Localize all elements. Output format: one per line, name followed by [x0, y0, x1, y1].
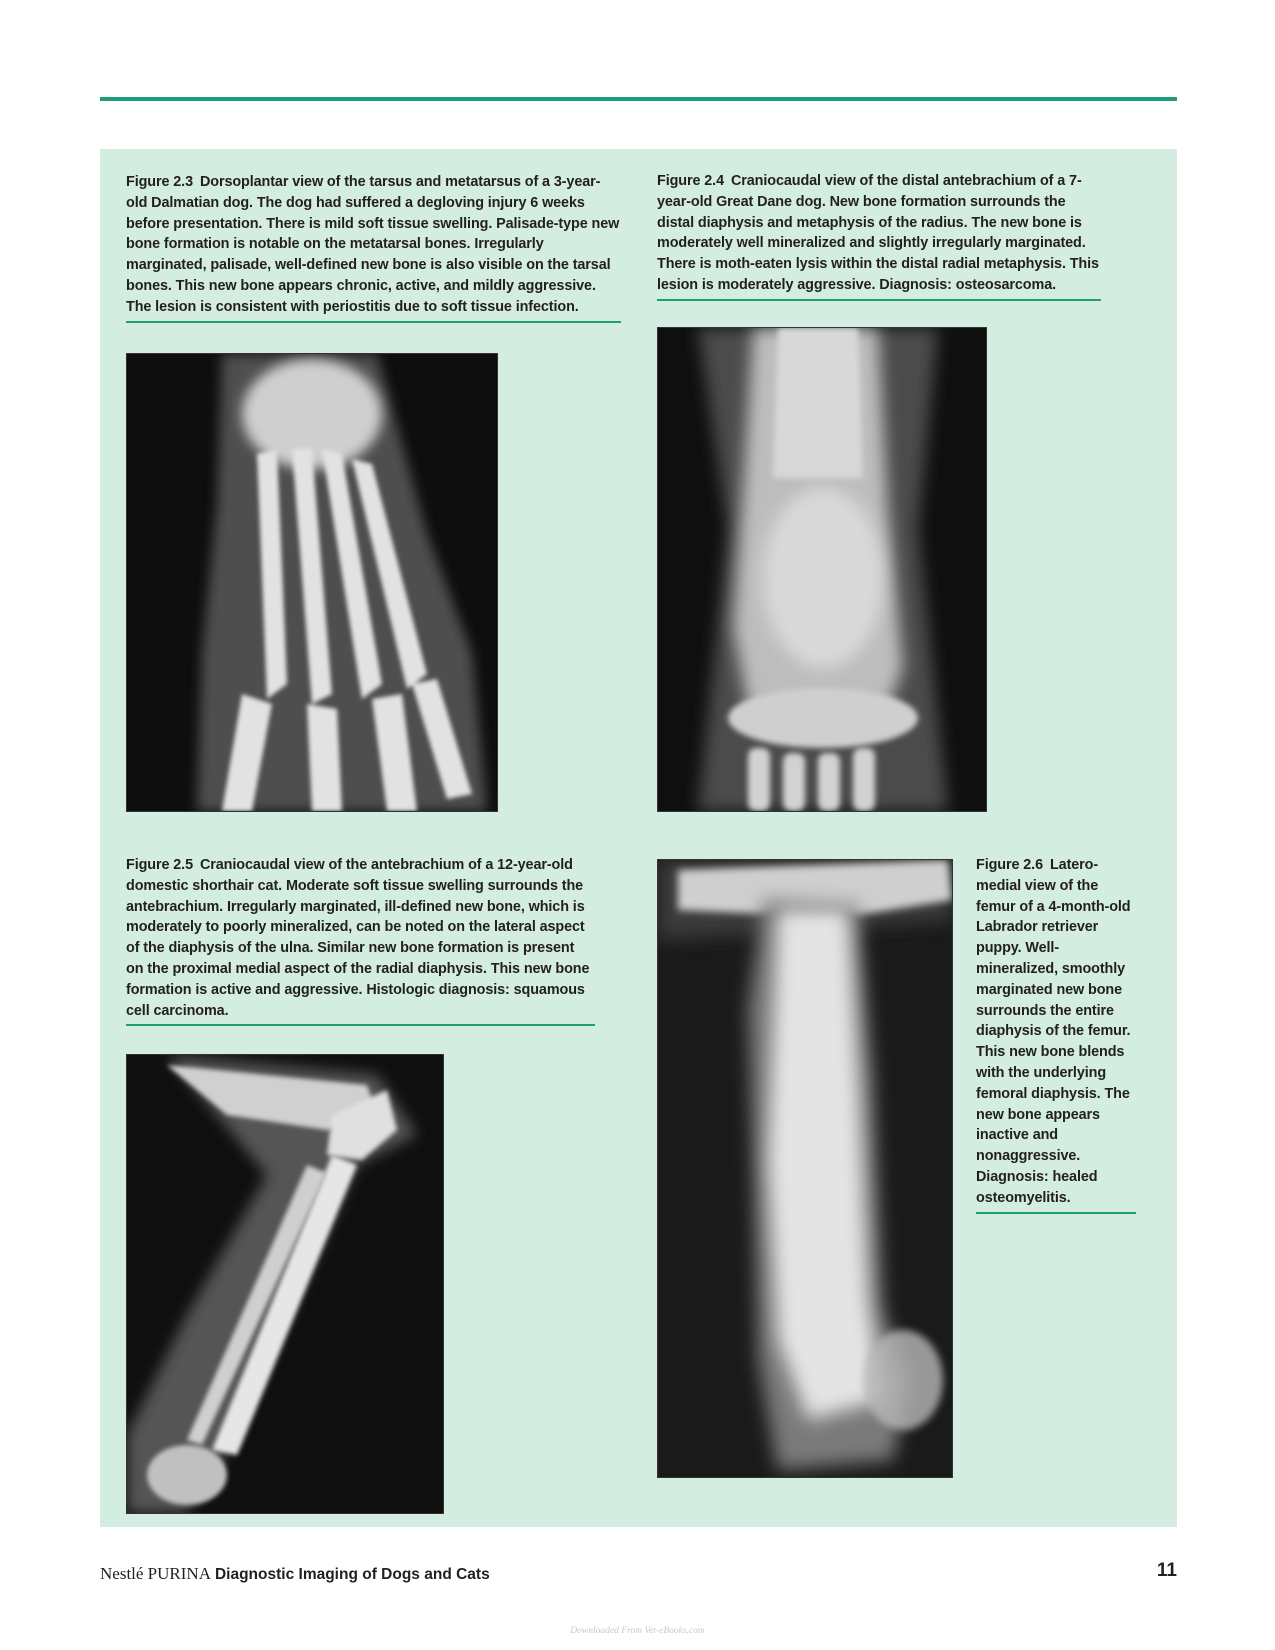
- download-watermark: Downloaded From Vet-eBooks.com: [570, 1626, 705, 1636]
- book-title: Diagnostic Imaging of Dogs and Cats: [214, 1566, 490, 1583]
- footer-book-credit: [100, 1564, 490, 1584]
- figure-2-4-caption: [657, 171, 1101, 301]
- figure-2-3-caption: [126, 172, 621, 323]
- figure-2-6-radiograph: [657, 859, 953, 1478]
- figure-2-4-text: Craniocaudal view of the distal antebrachium of a 7-year-old Great Dane dog. New bone formation surrounds the distal diaphysis and metaphysis of the radius. The new bone is moderately well mineralized and slightly irregularly marginated. There is moth-eaten lysis within the distal radial metaphysis. This lesion is moderately aggressive. Diagnosis: osteosarcoma.: [657, 173, 1099, 293]
- figure-2-4-radiograph: [657, 327, 987, 812]
- figure-2-3-text: Dorsoplantar view of the tarsus and metatarsus of a 3-year-old Dalmatian dog. The dog had suffered a degloving injury 6 weeks before presentation. There is mild soft tissue swelling. Palisade-type new bone formation is notable on the metatarsal bones. Irregularly marginated, palisade, well-defined new bone is also visible on the tarsal bones. This new bone appears chronic, active, and mildly aggressive. The lesion is consistent with periostitis due to soft tissue infection.: [126, 174, 620, 315]
- figure-2-5-radiograph: [126, 1054, 444, 1514]
- figure-2-3-radiograph: [126, 353, 498, 812]
- header-rule: [100, 97, 1177, 101]
- figure-2-5-text: Craniocaudal view of the antebrachium of a 12-year-old domestic shorthair cat. Moderate soft tissue swelling surrounds the antebrachium. Irregularly marginated, ill-defined new bone, which is moderately to poorly mineralized, can be noted on the lateral aspect of the diaphysis of the ulna. Similar new bone formation is present on the proximal medial aspect of the radial diaphysis. This new bone formation is active and aggressive. Histologic diagnosis: squamous cell carcinoma.: [126, 857, 590, 1019]
- figure-2-5-label: Figure 2.5: [126, 857, 193, 873]
- figure-2-5-caption: [126, 855, 595, 1026]
- publisher-brand: Nestlé PURINA: [100, 1564, 211, 1583]
- figure-2-6-caption: [976, 855, 1136, 1214]
- page-number: 11: [1156, 1560, 1177, 1581]
- figure-2-6-text: Latero-medial view of the femur of a 4-month-old Labrador retriever puppy. Well-mineralized, smoothly marginated new bone surrounds the entire diaphysis of the femur. This new bone blends with the underlying femoral diaphysis. The new bone appears inactive and nonaggressive. Diagnosis: healed osteomyelitis.: [976, 857, 1131, 1206]
- figure-2-6-label: Figure 2.6: [976, 857, 1043, 873]
- figure-2-4-label: Figure 2.4: [657, 173, 724, 189]
- figure-2-3-label: Figure 2.3: [126, 174, 193, 190]
